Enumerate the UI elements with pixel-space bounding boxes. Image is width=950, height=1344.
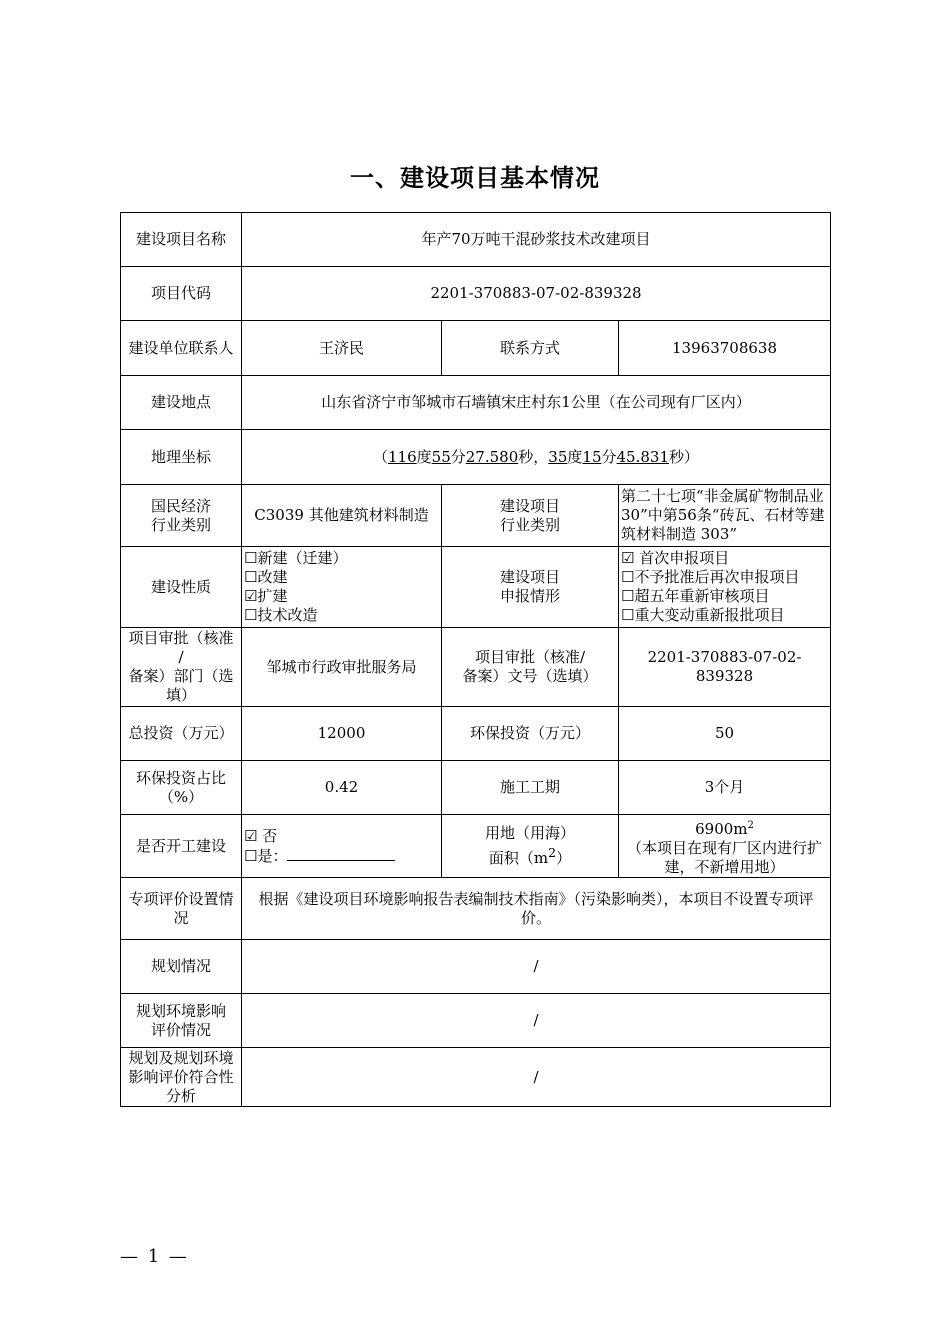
row-planning-fit [121, 1048, 831, 1107]
row-special [121, 878, 831, 940]
value-coords [242, 430, 831, 485]
label-env-investment: 环保投资（万元） [442, 707, 619, 761]
page-number: — 1 — [120, 1246, 189, 1267]
started-option-yes[interactable] [244, 846, 439, 866]
nature-option[interactable] [244, 568, 439, 587]
value-env-investment: 50 [619, 707, 831, 761]
label-report-line1: 建设项目 [499, 568, 560, 586]
value-industry: C3039 其他建筑材料制造 [242, 485, 442, 547]
label-area-close: ） [556, 849, 572, 867]
checkbox-icon: ☐ [621, 568, 635, 586]
value-project-name: 年产70万吨干混砂浆技术改建项目 [242, 213, 831, 267]
label-nature: 建设性质 [121, 547, 242, 628]
page-title: 一、建设项目基本情况 [350, 164, 600, 192]
value-area [619, 815, 831, 878]
label-area-line2: 面积（m [488, 849, 549, 867]
value-special: 根据《建设项目环境影响报告表编制技术指南》（污染影响类），本项目不设置专项评价。 [242, 878, 831, 940]
row-planning-env [121, 994, 831, 1048]
checkbox-icon: ☐ [244, 606, 258, 624]
label-area-line1: 用地（用海） [484, 824, 575, 842]
deg-unit: 度 [416, 447, 432, 466]
label-location: 建设地点 [121, 376, 242, 430]
report-option[interactable] [621, 606, 828, 625]
sec-unit: 秒 [518, 447, 534, 466]
nature-option[interactable] [244, 606, 439, 625]
lat-degrees: 35 [548, 447, 568, 466]
label-industry [121, 485, 242, 547]
value-ratio: 0.42 [242, 761, 442, 815]
value-period: 3个月 [619, 761, 831, 815]
checkbox-icon: ☐ [244, 846, 258, 865]
value-location: 山东省济宁市邹城市石墙镇宋庄村东1公里（在公司现有厂区内） [242, 376, 831, 430]
area-sup: 2 [747, 819, 754, 831]
row-ratio [121, 761, 831, 815]
coords-close: 秒） [669, 447, 700, 466]
row-nature [121, 547, 831, 628]
started-options [242, 815, 442, 878]
label-sector-line2: 行业类别 [499, 515, 560, 534]
label-industry-line1: 国民经济 [150, 496, 211, 515]
label-started: 是否开工建设 [121, 815, 242, 878]
label-period: 施工工期 [442, 761, 619, 815]
started-option-no[interactable] [244, 827, 439, 846]
label-sector-line1: 建设项目 [499, 496, 560, 515]
row-contact [121, 321, 831, 376]
label-planning-fit-line3: 分析 [165, 1086, 196, 1105]
checkbox-icon: ☐ [621, 587, 635, 605]
option-label: 首次申报项目 [639, 549, 730, 567]
option-label: 否 [262, 826, 278, 845]
row-project-code [121, 267, 831, 321]
label-ratio-line2: （%） [158, 787, 204, 806]
label-planning-fit-line2: 影响评价符合性 [128, 1067, 234, 1086]
lat-seconds: 45.831 [616, 447, 670, 466]
lon-seconds: 27.580 [465, 447, 519, 466]
row-industry [121, 485, 831, 547]
label-contact: 建设单位联系人 [121, 321, 242, 376]
nature-options [242, 547, 442, 628]
option-label: 超五年重新审核项目 [634, 587, 770, 605]
deg-unit-2: 度 [567, 447, 583, 466]
label-area [442, 815, 619, 878]
label-phone: 联系方式 [442, 321, 619, 376]
label-approval-doc [442, 628, 619, 707]
lat-minutes: 15 [582, 447, 602, 466]
row-project-name [121, 213, 831, 267]
value-planning-fit: / [242, 1048, 831, 1107]
label-area-sup: 2 [548, 845, 557, 860]
checkbox-icon: ☐ [244, 568, 258, 586]
row-coords [121, 430, 831, 485]
lon-minutes: 55 [431, 447, 451, 466]
option-label: 是： [257, 846, 288, 865]
min-unit: 分 [450, 447, 466, 466]
report-option[interactable] [621, 587, 828, 606]
value-sector: 第二十七项“非金属矿物制品业30”中第56条“砖瓦、石材等建筑材料制造 303” [619, 485, 831, 547]
coords-sep: ， [533, 447, 549, 466]
label-approval-line1: 项目审批（核准 [128, 629, 234, 647]
label-ratio-line1: 环保投资占比 [135, 768, 226, 787]
checkbox-icon: ☐ [621, 606, 635, 624]
coords-open: （ [372, 447, 388, 466]
option-label: 扩建 [257, 587, 288, 605]
checkbox-icon: ☑ [621, 549, 635, 567]
lon-degrees: 116 [388, 447, 417, 466]
label-report [442, 547, 619, 628]
nature-option[interactable] [244, 549, 439, 568]
label-special: 专项评价设置情况 [121, 878, 242, 940]
label-planning-env-line2: 评价情况 [150, 1020, 211, 1039]
option-label: 技术改造 [257, 606, 318, 624]
row-approval [121, 628, 831, 707]
report-option[interactable] [621, 549, 828, 568]
label-planning-fit-line1: 规划及规划环境 [128, 1048, 234, 1067]
report-option[interactable] [621, 568, 828, 587]
row-investment [121, 707, 831, 761]
checkbox-icon: ☑ [244, 587, 258, 605]
label-approval-doc-line1: 项目审批（核准/ [474, 648, 586, 666]
label-sector [442, 485, 619, 547]
label-project-name: 建设项目名称 [121, 213, 242, 267]
label-project-code: 项目代码 [121, 267, 242, 321]
label-approval-line4: 填） [165, 686, 196, 704]
area-note: （本项目在现有厂区内进行扩建，不新增用地） [627, 838, 823, 876]
value-approval-doc: 2201-370883-07-02-839328 [619, 628, 831, 707]
value-project-code: 2201-370883-07-02-839328 [242, 267, 831, 321]
label-coords: 地理坐标 [121, 430, 242, 485]
label-approval-line2: / [178, 648, 184, 666]
option-label: 重大变动重新报批项目 [634, 606, 785, 624]
value-investment: 12000 [242, 707, 442, 761]
label-planning-fit [121, 1048, 242, 1107]
value-phone: 13963708638 [619, 321, 831, 376]
checkbox-icon: ☐ [244, 549, 258, 567]
value-contact: 王济民 [242, 321, 442, 376]
value-approval: 邹城市行政审批服务局 [242, 628, 442, 707]
row-location [121, 376, 831, 430]
label-approval-line3: 备案）部门（选 [128, 667, 234, 685]
project-info-table [120, 212, 831, 1107]
label-industry-line2: 行业类别 [150, 515, 211, 534]
label-planning-env [121, 994, 242, 1048]
report-options [619, 547, 831, 628]
option-label: 改建 [257, 568, 288, 586]
option-label: 不予批准后再次申报项目 [634, 568, 800, 586]
value-planning: / [242, 940, 831, 994]
label-ratio [121, 761, 242, 815]
label-report-line2: 申报情形 [499, 587, 560, 605]
row-started [121, 815, 831, 878]
nature-option[interactable] [244, 587, 439, 606]
option-label: 新建（迁建） [257, 549, 348, 567]
label-investment: 总投资（万元） [121, 707, 242, 761]
value-planning-env: / [242, 994, 831, 1048]
label-approval-doc-line2: 备案）文号（选填） [462, 667, 598, 685]
row-planning [121, 940, 831, 994]
label-planning-env-line1: 规划环境影响 [135, 1001, 226, 1020]
label-approval [121, 628, 242, 707]
area-value: 6900m [695, 819, 748, 838]
checkbox-icon: ☑ [244, 826, 258, 845]
min-unit-2: 分 [601, 447, 617, 466]
label-planning: 规划情况 [121, 940, 242, 994]
fill-blank[interactable] [287, 846, 395, 861]
